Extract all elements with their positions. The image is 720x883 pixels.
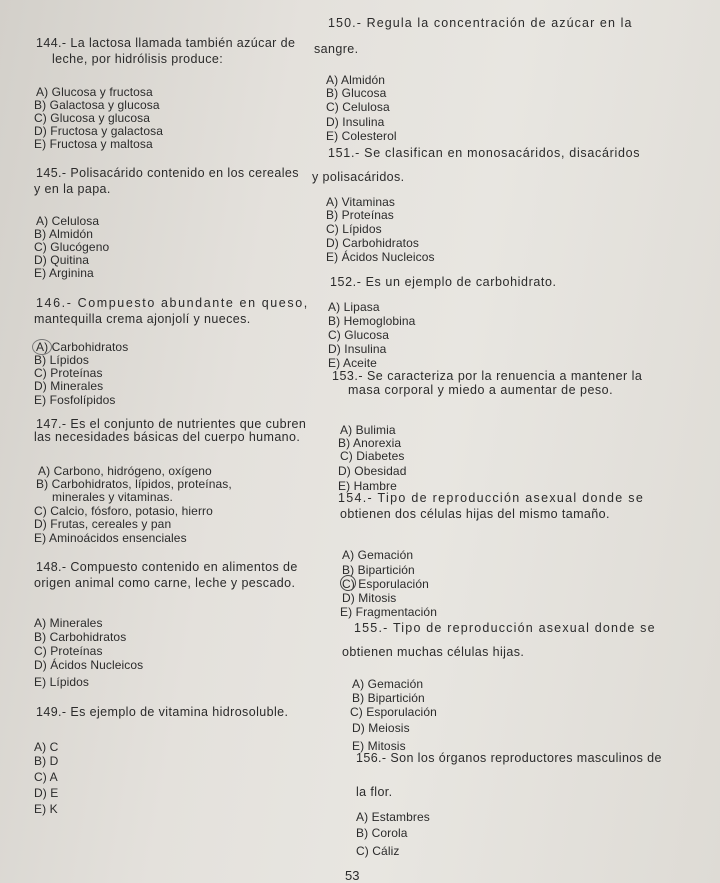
question-149-option-a: A) C — [34, 740, 59, 754]
question-154-stem-2: obtienen dos células hijas del mismo tamaño. — [340, 507, 610, 521]
question-148-stem-1: 148.- Compuesto contenido en alimentos de — [36, 560, 298, 574]
question-144-option-b: B) Galactosa y glucosa — [34, 98, 160, 112]
question-147-option-c: C) Calcio, fósforo, potasio, hierro — [34, 504, 213, 518]
question-144-stem-2: leche, por hidrólisis produce: — [52, 52, 224, 66]
question-148-option-a: A) Minerales — [34, 616, 103, 630]
question-152-stem: 152.- Es un ejemplo de carbohidrato. — [330, 275, 557, 289]
question-147-option-d: D) Frutas, cereales y pan — [34, 517, 172, 531]
question-146-option-c: C) Proteínas — [34, 366, 103, 380]
question-147-stem-1: 147.- Es el conjunto de nutrientes que cubren — [36, 417, 307, 431]
question-154-option-e: E) Fragmentación — [340, 605, 437, 619]
question-149-stem: 149.- Es ejemplo de vitamina hidrosoluble. — [36, 705, 289, 719]
question-151-option-e: E) Ácidos Nucleicos — [326, 250, 435, 264]
question-150-stem-1: 150.- Regula la concentración de azúcar en la — [328, 16, 633, 30]
question-145-stem-1: 145.- Polisacárido contenido en los cereales — [36, 166, 299, 180]
question-150-option-e: E) Colesterol — [326, 129, 397, 143]
question-150-option-c: C) Celulosa — [326, 100, 390, 114]
question-148-option-d: D) Ácidos Nucleicos — [34, 658, 144, 672]
question-145-option-e: E) Arginina — [34, 266, 94, 280]
question-153-option-d: D) Obesidad — [338, 464, 407, 478]
question-149-option-d: D) E — [34, 786, 59, 800]
question-156-stem-1: 156.- Son los órganos reproductores masculinos de — [356, 751, 662, 765]
question-148-option-b: B) Carbohidratos — [34, 630, 127, 644]
question-153-stem-1: 153.- Se caracteriza por la renuencia a mantener la — [332, 369, 643, 383]
question-148-stem-2: origen animal como carne, leche y pescado. — [34, 576, 296, 590]
question-156-option-c: C) Cáliz — [356, 844, 400, 858]
question-150-option-a: A) Almidón — [326, 73, 386, 87]
question-151-option-a: A) Vitaminas — [326, 195, 396, 209]
question-153-option-a: A) Bulimia — [340, 423, 396, 437]
question-154-stem-1: 154.- Tipo de reproducción asexual donde se — [338, 491, 645, 505]
question-148-option-e: E) Lípidos — [34, 675, 90, 689]
question-144-stem-1: 144.- La lactosa llamada también azúcar de — [36, 36, 296, 50]
question-154-option-c: C) Esporulación — [342, 577, 429, 591]
question-155-stem-1: 155.- Tipo de reproducción asexual donde se — [354, 621, 656, 635]
page-number: 53 — [345, 868, 360, 883]
question-146-option-b: B) Lípidos — [34, 353, 90, 367]
question-156-option-a: A) Estambres — [356, 810, 430, 824]
question-150-option-d: D) Insulina — [326, 115, 385, 129]
question-151-stem-1: 151.- Se clasifican en monosacáridos, disacáridos — [328, 146, 641, 160]
question-146-option-a: A) Carbohidratos — [36, 340, 129, 354]
question-149-option-c: C) A — [34, 770, 58, 784]
question-155-option-c: C) Esporulación — [350, 705, 437, 719]
question-156-stem-2: la flor. — [356, 785, 393, 799]
question-145-option-b: B) Almidón — [34, 227, 94, 241]
answer-mark-146 — [32, 339, 52, 355]
question-152-option-a: A) Lipasa — [328, 300, 380, 314]
question-146-stem-2: mantequilla crema ajonjolí y nueces. — [34, 312, 251, 326]
question-155-option-d: D) Meiosis — [352, 721, 410, 735]
question-151-option-c: C) Lípidos — [326, 222, 382, 236]
question-156-option-b: B) Corola — [356, 826, 408, 840]
question-153-option-e: E) Hambre — [338, 479, 397, 493]
question-146-option-d: D) Minerales — [34, 379, 104, 393]
question-147-option-b-cont: minerales y vitaminas. — [52, 490, 173, 504]
question-145-stem-2: y en la papa. — [34, 182, 111, 196]
question-152-option-e: E) Aceite — [328, 356, 377, 370]
question-145-option-d: D) Quitina — [34, 253, 90, 267]
question-151-stem-2: y polisacáridos. — [312, 170, 405, 184]
question-149-option-e: E) K — [34, 802, 58, 816]
question-146-option-e: E) Fosfolípidos — [34, 393, 116, 407]
question-155-option-a: A) Gemación — [352, 677, 424, 691]
question-145-option-a: A) Celulosa — [36, 214, 100, 228]
question-153-stem-2: masa corporal y miedo a aumentar de peso. — [348, 383, 614, 397]
question-152-option-b: B) Hemoglobina — [328, 314, 416, 328]
question-150-option-b: B) Glucosa — [326, 86, 387, 100]
question-147-option-a: A) Carbono, hidrógeno, oxígeno — [38, 464, 212, 478]
question-149-option-b: B) D — [34, 754, 59, 768]
question-153-option-b: B) Anorexia — [338, 436, 402, 450]
question-152-option-d: D) Insulina — [328, 342, 387, 356]
question-147-stem-2: las necesidades básicas del cuerpo humano. — [34, 430, 301, 444]
question-152-option-c: C) Glucosa — [328, 328, 390, 342]
question-147-option-e: E) Aminoácidos ensenciales — [34, 531, 187, 545]
question-151-option-d: D) Carbohidratos — [326, 236, 419, 250]
question-153-option-c: C) Diabetes — [340, 449, 405, 463]
question-144-option-d: D) Fructosa y galactosa — [34, 124, 164, 138]
question-145-option-c: C) Glucógeno — [34, 240, 110, 254]
question-155-option-e: E) Mitosis — [352, 739, 406, 753]
question-154-option-d: D) Mitosis — [342, 591, 397, 605]
question-148-option-c: C) Proteínas — [34, 644, 103, 658]
question-144-option-a: A) Glucosa y fructosa — [36, 85, 153, 99]
question-154-option-b: B) Bipartición — [342, 563, 415, 577]
question-150-stem-2: sangre. — [314, 42, 359, 56]
question-154-option-a: A) Gemación — [342, 548, 414, 562]
answer-mark-154 — [340, 575, 356, 591]
question-146-stem-1: 146.- Compuesto abundante en queso, — [36, 296, 309, 310]
question-144-option-e: E) Fructosa y maltosa — [34, 137, 153, 151]
question-155-stem-2: obtienen muchas células hijas. — [342, 645, 525, 659]
question-151-option-b: B) Proteínas — [326, 208, 394, 222]
question-144-option-c: C) Glucosa y glucosa — [34, 111, 151, 125]
question-155-option-b: B) Bipartición — [352, 691, 425, 705]
question-147-option-b: B) Carbohidratos, lípidos, proteínas, — [36, 477, 232, 491]
